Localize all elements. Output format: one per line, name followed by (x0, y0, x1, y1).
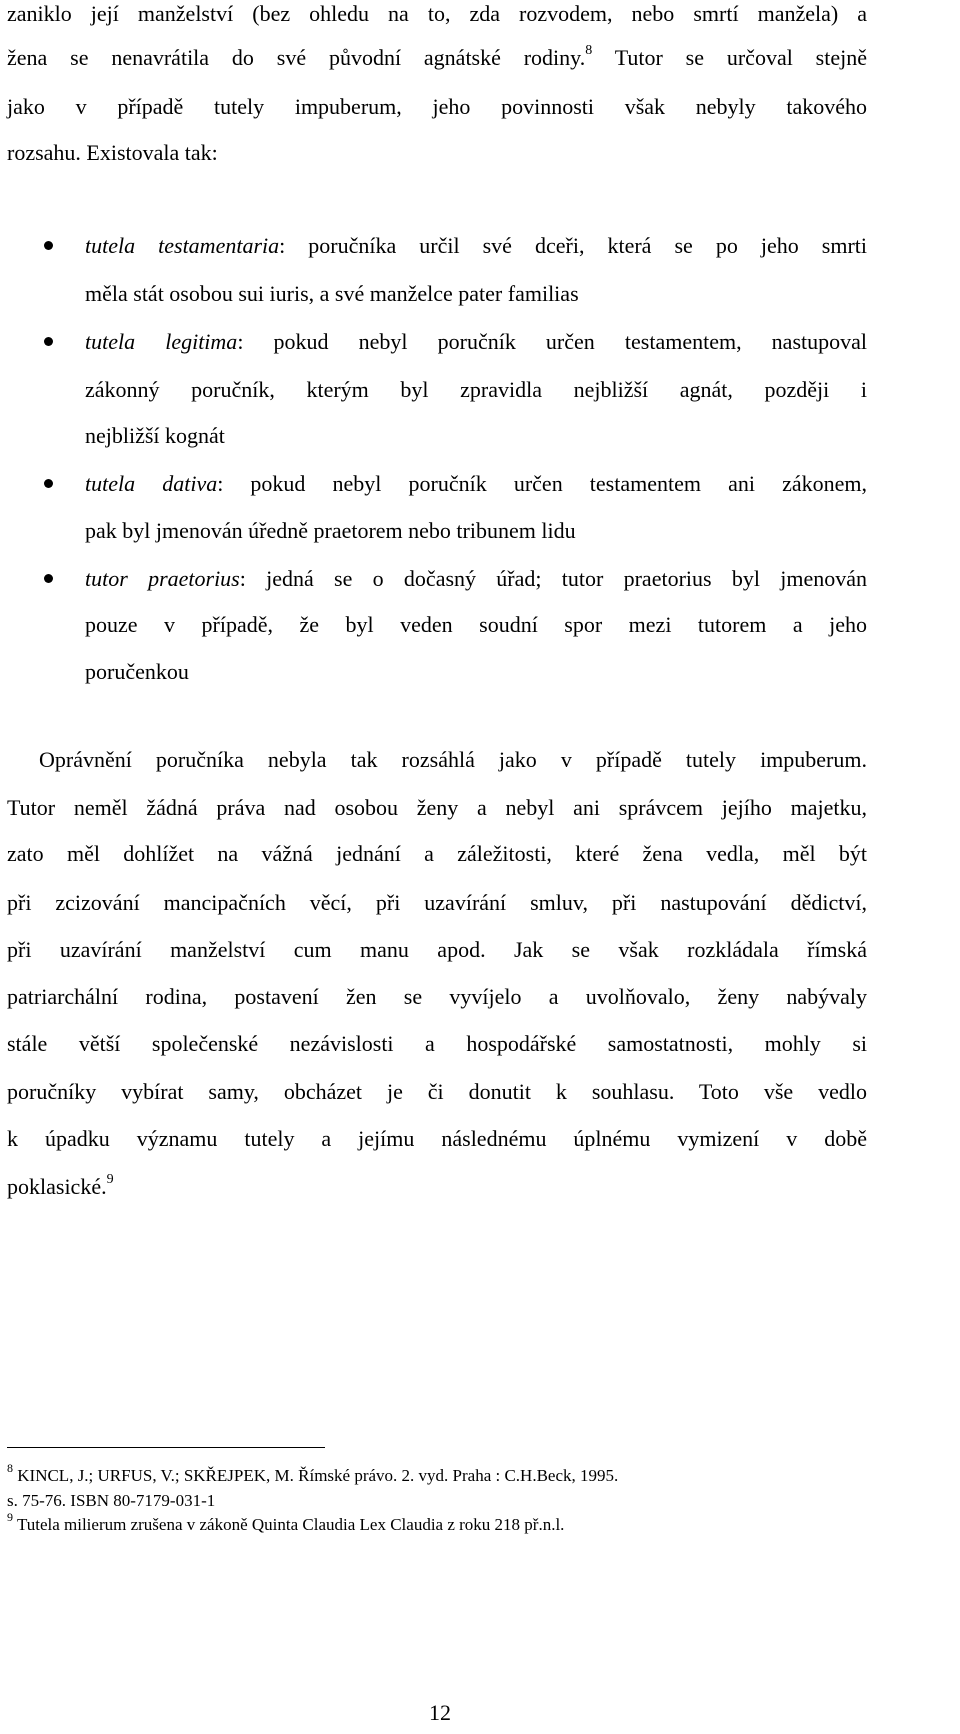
bullet-dot (44, 574, 53, 583)
paragraph2-line: stále větší společenské nezávislosti a hospodářské samostatnosti, mohly si (7, 1031, 867, 1056)
bullet-line: tutela testamentaria: poručníka určil své dceři, která se po jeho smrti (85, 233, 867, 258)
footnote-number: 9 (7, 1510, 13, 1525)
bullet-dot (44, 337, 53, 346)
paragraph1-line: jako v případě tutely impuberum, jeho povinnosti však nebyly takového (7, 94, 867, 119)
bullet-term: tutela legitima (85, 329, 238, 354)
footnote-ref: 8 (585, 42, 593, 58)
footnote-ref: 9 (106, 1171, 114, 1187)
bullet-line: pouze v případě, že byl veden soudní spor mezi tutorem a jeho (85, 612, 867, 637)
page-number: 12 (429, 1700, 451, 1725)
bullet-line: nejbližší kognát (85, 423, 225, 448)
paragraph1-line: žena se nenavrátila do své původní agnátské rodiny.$^8$ Tutor se určoval stejně (7, 42, 867, 70)
paragraph2-line: Tutor neměl žádná práva nad osobou ženy a nebyl ani správcem jejího majetku, (7, 795, 867, 820)
bullet-line: tutela legitima: pokud nebyl poručník určen testamentem, nastupoval (85, 329, 868, 354)
bullet-term: tutor praetorius (85, 566, 240, 591)
bullet-line: zákonný poručník, kterým byl zpravidla nejbližší agnát, později i (85, 377, 867, 402)
paragraph2-line: zato měl dohlížet na vážná jednání a záležitosti, které žena vedla, měl být (7, 841, 867, 866)
footnote-continuation: s. 75-76. ISBN 80-7179-031-1 (7, 1491, 216, 1510)
paragraph2-line: poručníky vybírat samy, obcházet je či donutit k souhlasu. Toto vše vedlo (7, 1079, 867, 1104)
bullet-line: tutor praetorius: jedná se o dočasný úřad; tutor praetorius byl jmenován (85, 566, 867, 591)
bullet-dot (44, 241, 53, 250)
paragraph2-line: poklasické.$^9$ (7, 1171, 114, 1199)
paragraph2-line: při zcizování mancipačních věcí, při uzavírání smluv, při nastupování dědictví, (7, 890, 867, 915)
footnote-separator (7, 1447, 325, 1448)
bullet-line: měla stát osobou sui iuris, a své manželce pater familias (85, 281, 579, 306)
paragraph1-line: zaniklo její manželství (bez ohledu na to, zda rozvodem, nebo smrtí manžela) a (7, 1, 867, 26)
paragraph2-line: patriarchální rodina, postavení žen se vyvíjelo a uvolňovalo, ženy nabývaly (7, 984, 867, 1009)
paragraph2-line: k úpadku významu tutely a jejímu následnému úplnému vymizení v době (7, 1126, 867, 1151)
bullet-term: tutela testamentaria (85, 233, 280, 258)
footnote: $^9$ Tutela milierum zrušena v zákoně Quinta Claudia Lex Claudia z roku 218 př.n.l. (7, 1510, 565, 1534)
footnote-number: 8 (7, 1461, 13, 1476)
bullet-line: tutela dativa: pokud nebyl poručník určen testamentem ani zákonem, (85, 471, 867, 496)
bullet-dot (44, 479, 53, 488)
paragraph2-line: Oprávnění poručníka nebyla tak rozsáhlá jako v případě tutely impuberum. (39, 747, 867, 772)
bullet-line: pak byl jmenován úředně praetorem nebo tribunem lidu (85, 518, 576, 543)
footnote: $^8$ KINCL, J.; URFUS, V.; SKŘEJPEK, M. Římské právo. 2. vyd. Praha : C.H.Beck, 1995. (7, 1461, 619, 1485)
bullet-term: tutela dativa (85, 471, 218, 496)
paragraph2-line: při uzavírání manželství cum manu apod. Jak se však rozkládala římská (7, 937, 867, 962)
paragraph1-line: rozsahu. Existovala tak: (7, 140, 218, 165)
bullet-line: poručenkou (85, 659, 189, 684)
